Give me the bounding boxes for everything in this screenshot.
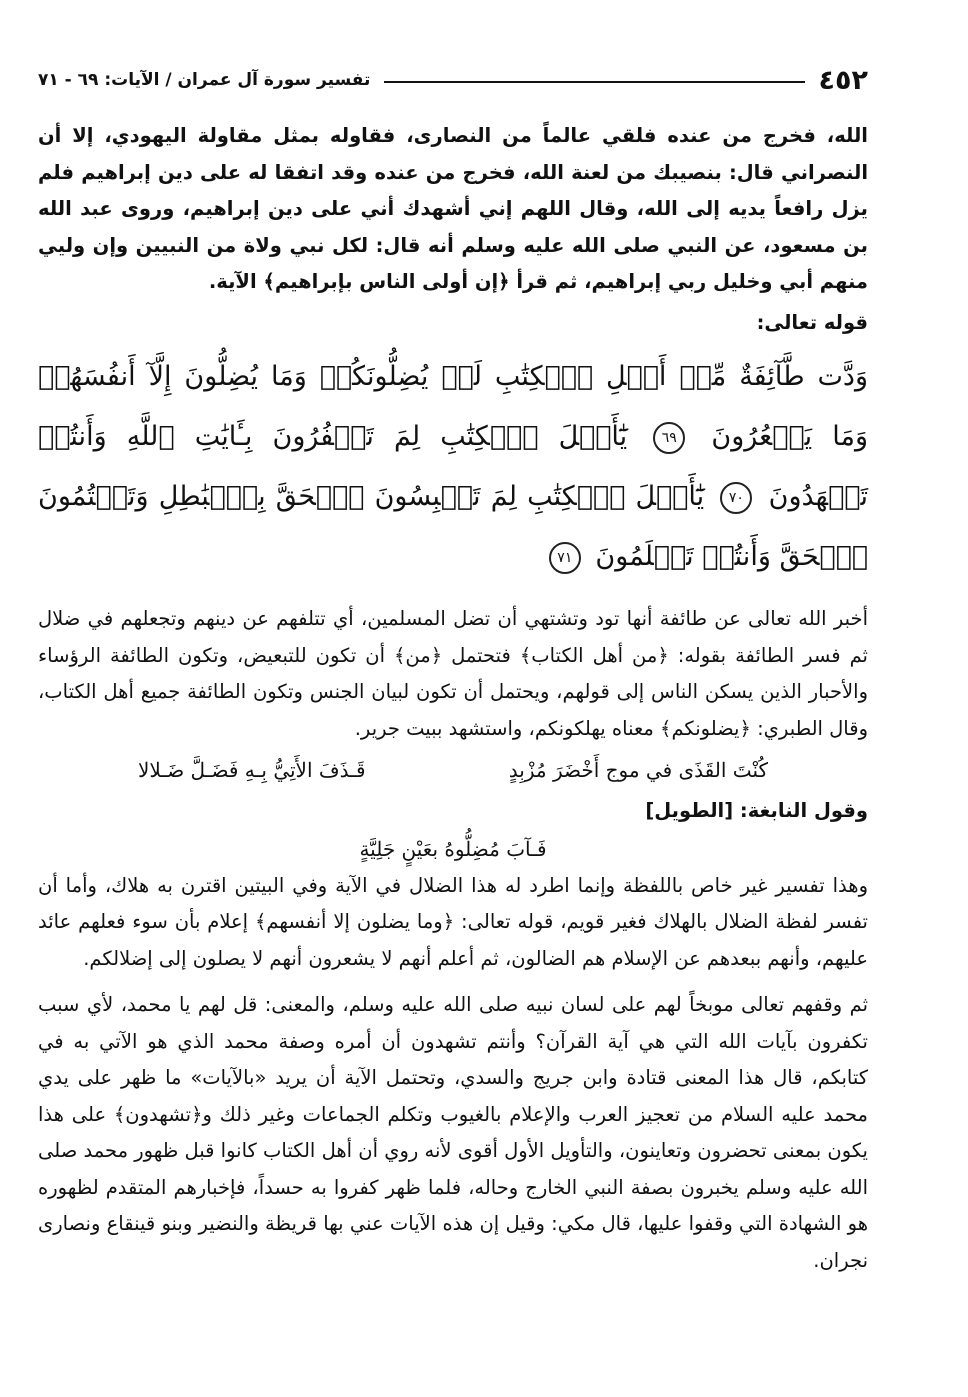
page-header [38,60,868,100]
running-title: تفسير سورة آل عمران / الآيات: ٦٩ - ٧١ [38,70,371,90]
header-rule [384,81,804,83]
verse-70-text: يَٰٓأَهۡلَ ٱلۡكِتَٰبِ لِمَ تَكۡفُرُونَ بِـَٔايَٰتِ ٱللَّهِ وَأَنتُمۡ تَشۡهَدُونَ [38,421,869,512]
verse-71-text: يَٰٓأَهۡلَ ٱلۡكِتَٰبِ لِمَ تَلۡبِسُونَ ٱلۡحَقَّ بِٱلۡبَٰطِلِ وَتَكۡتُمُونَ ٱلۡحَقَّ وَأَنتُمۡ تَعۡلَمُونَ [38,481,868,572]
verse-number-69-icon: ٦٩ [653,422,685,454]
paragraph-3: وهذا تفسير غير خاص باللفظة وإنما اطرد له هذا الضلال في الآية وفي البيتين اقترن به هلاك، وأما أن تفسر لفظة الضلال بالهلاك فغير قويم، قوله تعالى: ﴿وما يضلون إلا أنفسهم﴾ إعلام بأن سوء فعلهم عائد عليهم، وأنهم ببعدهم عن الإسلام هم الضالون، ثم أعلم أنهم لا يشعرون أنهم لا يصلون إلى إضلالكم. [38,873,868,970]
quran-verses [38,347,868,587]
verse-number-70-icon: ٧٠ [720,482,752,514]
nabigha-verse: فَـآبَ مُضِلُّوهُ بعَيْنٍ جَلِيَّةٍ [359,836,547,861]
verse-69-text: وَدَّت طَّآئِفَةٌ مِّنۡ أَهۡلِ ٱلۡكِتَٰبِ لَوۡ يُضِلُّونَكُمۡ وَمَا يُضِلُّونَ إِلَّآ أَنفُسَهُمۡ وَمَا يَشۡعُرُونَ [38,361,868,452]
jarir-second-hemistich: قَـذَفَ الأَتِيُّ بِـهِ فَضَـلَّ ضَـلالا [138,758,366,782]
qawluhu-heading: قوله تعالى: [756,310,868,334]
jarir-verse [138,751,768,789]
paragraph-1: الله، فخرج من عنده فلقي عالماً من النصارى، فقاوله بمثل مقاولة اليهودي، إلا أن النصراني قال: بنصيبك من لعنة الله، فخرج من عنده وقد اتفقا له على دين إبراهيم فلم يزل رافعاً يديه إلى الله، وقال اللهم إني أشهدك أني على دين إبراهيم، وروى عبد الله بن مسعود، عن النبي صلى الله عليه وسلم أنه قال: لكل نبي ولاة من النبيين وإن وليي منهم أبي وخليل ربي إبراهيم، ثم قرأ ﴿إن أولى الناس بإبراهيم﴾ الآية. [38,124,868,293]
book-page [38,60,868,1279]
verse-number-71-icon: ٧١ [549,542,581,574]
jarir-first-hemistich: كُنْتَ القَذَى في موج أَخْضَرَ مُزْبِدٍ [508,758,768,782]
paragraph-2: أخبر الله تعالى عن طائفة أنها تود وتشتهي أن تضل المسلمين، أي تتلفهم عن دينهم وتجعلهم في ضلال ثم فسر الطائفة بقوله: ﴿من أهل الكتاب﴾ فتحتمل ﴿من﴾ أن تكون للتبعيض، وتكون الطائفة الرؤساء والأحبار الذين يسكن الناس إلى قولهم، ويحتمل أن تكون لبيان الجنس وتكون الطائفة جميع أهل الكتاب، وقال الطبري: ﴿يضلونكم﴾ معناه يهلكونكم، واستشهد ببيت جرير. [38,607,868,740]
paragraph-4: ثم وقفهم تعالى موبخاً لهم على لسان نبيه صلى الله عليه وسلم، والمعنى: قل لهم يا محمد، لأي سبب تكفرون بآيات الله التي هي آية القرآن؟ وأنتم تشهدون أن أمره وصفة محمد الذي هو الآتي به في كتابكم، قال هذا المعنى قتادة وابن جريج والسدي، وتحتمل الآية أن يريد «بالآيات» ما ظهر على يدي محمد عليه السلام من تعجيز العرب والإعلام بالغيوب وتكلم الجماعات وغير ذلك و﴿تشهدون﴾ على هذا يكون بمعنى تحضرون وتعاينون، والتأويل الأول أقوى لأنه روي أن أهل الكتاب كانوا قبل ظهور محمد صلى الله عليه وسلم يخبرون بصفة النبي الخارج وحاله، فلما ظهر كفروا به حسداً، فإخبارهم المتقدم لظهوره هو الشهادة التي وقفوا عليها، قال مكي: وقيل إن هذه الآيات عني بها قريظة والنضير وبنو قينقاع ونصارى نجران. [38,993,868,1272]
nabigha-intro: وقول النابغة: [الطويل] [645,799,868,822]
page-number: ٤٥٢ [818,64,868,96]
